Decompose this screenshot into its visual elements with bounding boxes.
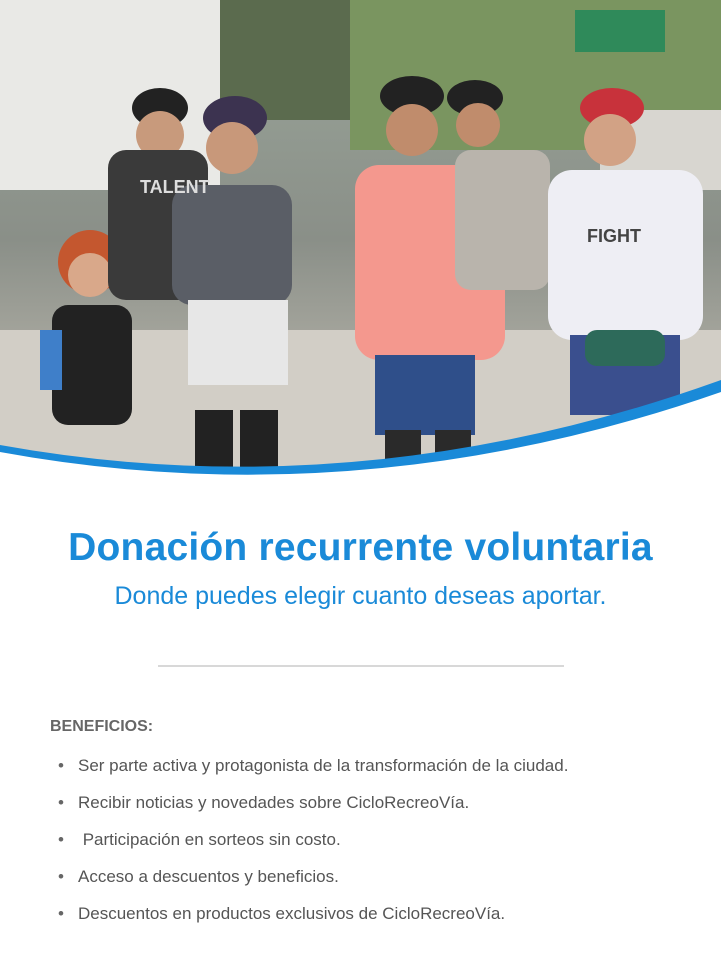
shirt-text-talent: TALENT: [140, 177, 210, 197]
list-item: [58, 755, 568, 792]
street-sign: [575, 10, 665, 52]
benefits-list: [58, 755, 568, 940]
list-item: [58, 792, 568, 829]
bullet-icon: •: [58, 867, 64, 886]
bullet-icon: •: [58, 756, 64, 775]
benefit-text: Acceso a descuentos y beneficios.: [78, 867, 339, 886]
list-item: [58, 903, 568, 940]
page-subtitle: Donde puedes elegir cuanto deseas aportar.: [114, 582, 607, 610]
page-title: Donación recurrente voluntaria: [68, 526, 653, 569]
bullet-icon: •: [58, 830, 64, 849]
shirt-text-fight: FIGHT: [587, 226, 641, 246]
benefit-text: Participación en sorteos sin costo.: [78, 830, 341, 849]
hero-illustration: [0, 0, 721, 480]
list-item: [58, 866, 568, 903]
benefits-heading: BENEFICIOS:: [50, 718, 154, 735]
bullet-icon: •: [58, 793, 64, 812]
benefit-text: Ser parte activa y protagonista de la transformación de la ciudad.: [78, 756, 569, 775]
hero-photo: [0, 0, 721, 480]
bullet-icon: •: [58, 904, 64, 923]
list-item: [58, 829, 568, 866]
benefit-text: Recibir noticias y novedades sobre CicloRecreoVía.: [78, 793, 470, 812]
divider: [158, 665, 564, 667]
benefit-text: Descuentos en productos exclusivos de CicloRecreoVía.: [78, 904, 506, 923]
